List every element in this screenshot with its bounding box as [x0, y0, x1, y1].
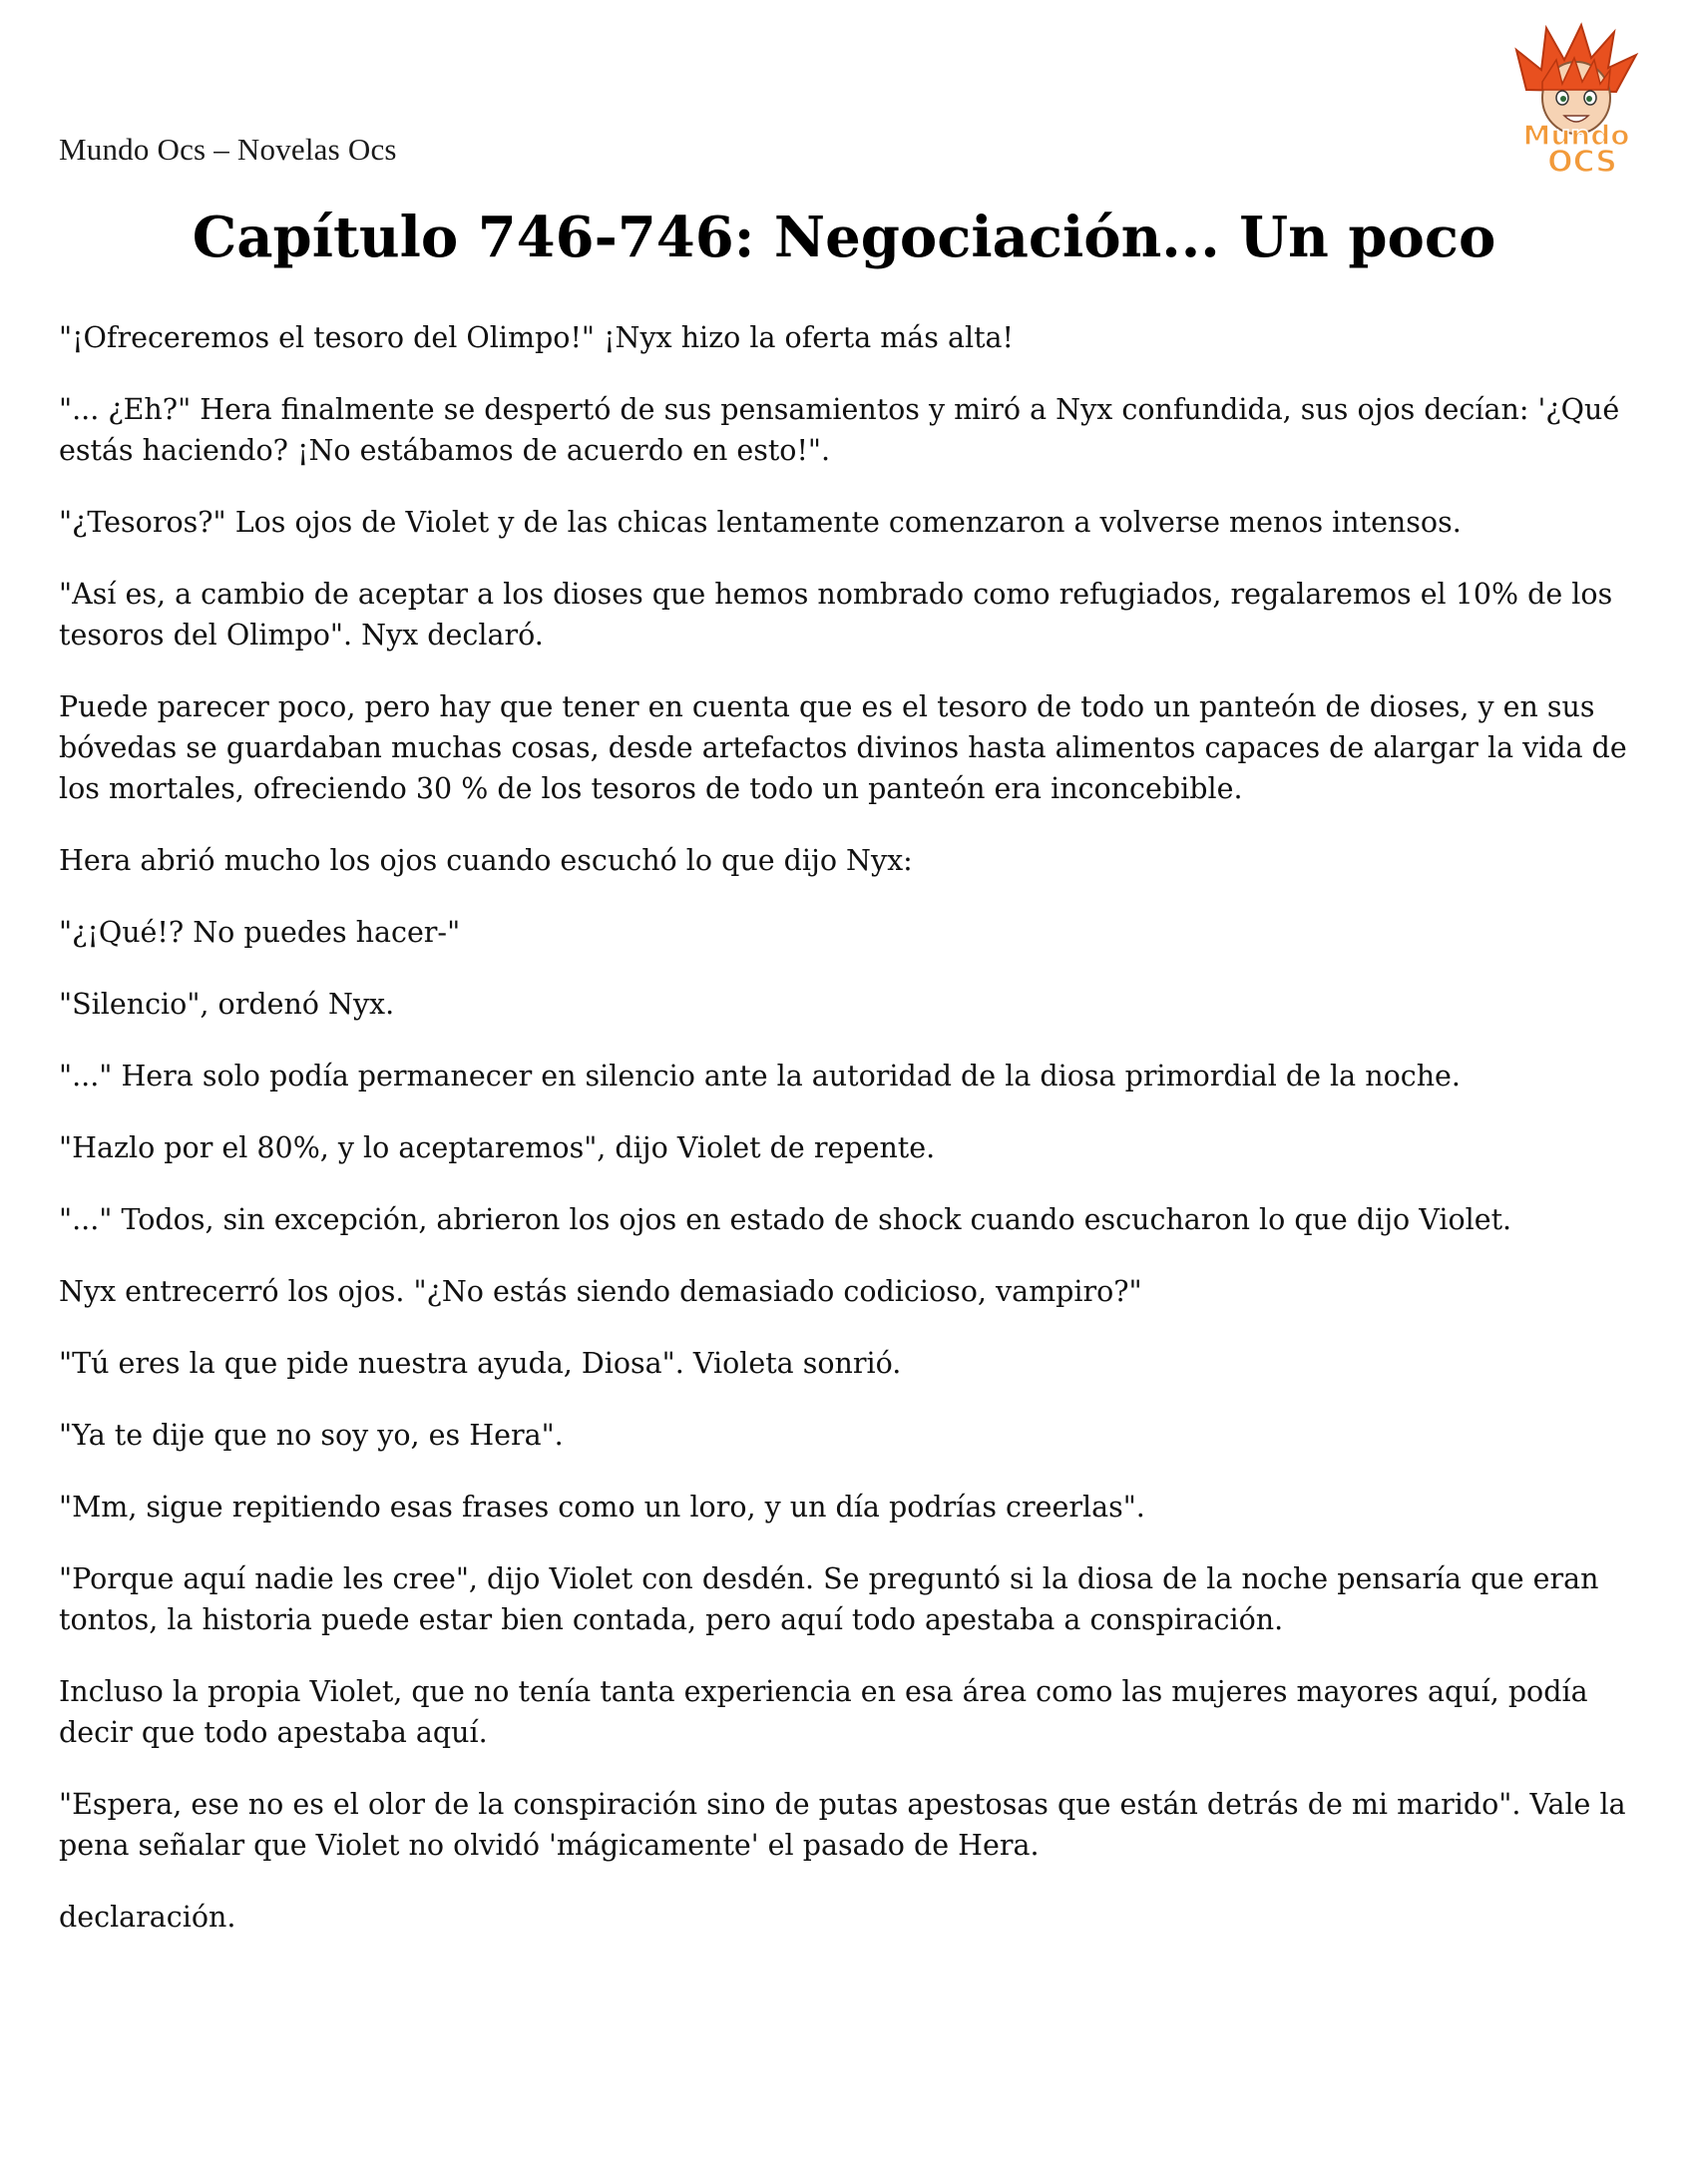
site-logo [1496, 20, 1656, 180]
paragraph: "Porque aquí nadie les cree", dijo Violet con desdén. Se preguntó si la diosa de la noche pensaría que eran tontos, la historia puede estar bien contada, pero aquí todo apestaba a conspiración. [59, 1562, 1599, 1636]
paragraph: "..." Hera solo podía permanecer en silencio ante la autoridad de la diosa primordial de la noche. [59, 1060, 1461, 1092]
paragraph: "Ya te dije que no soy yo, es Hera". [59, 1419, 564, 1452]
paragraph: "Silencio", ordenó Nyx. [59, 988, 395, 1021]
chapter-body [59, 317, 1645, 1968]
paragraph: "..." Todos, sin excepción, abrieron los ojos en estado de shock cuando escucharon lo que dijo Violet. [59, 1203, 1512, 1236]
logo-mascot-icon [1496, 20, 1656, 180]
paragraph: "¿¡Qué!? No puedes hacer-" [59, 916, 461, 949]
paragraph: "¡Ofreceremos el tesoro del Olimpo!" ¡Nyx hizo la oferta más alta! [59, 321, 1014, 354]
paragraph: "Espera, ese no es el olor de la conspiración sino de putas apestosas que están detrás de mi marido". Vale la pena señalar que Violet no olvidó 'mágicamente' el pasado de Hera. [59, 1788, 1626, 1862]
paragraph: Hera abrió mucho los ojos cuando escuchó lo que dijo Nyx: [59, 844, 913, 877]
paragraph: Nyx entrecerró los ojos. "¿No estás siendo demasiado codicioso, vampiro?" [59, 1275, 1142, 1308]
logo-text-line2: OCS [1547, 145, 1617, 180]
paragraph: Incluso la propia Violet, que no tenía tanta experiencia en esa área como las mujeres mayores aquí, podía decir que todo apestaba aquí. [59, 1675, 1588, 1749]
paragraph: "Así es, a cambio de aceptar a los dioses que hemos nombrado como refugiados, regalaremos el 10% de los tesoros del Olimpo". Nyx declaró. [59, 578, 1613, 652]
paragraph: "Tú eres la que pide nuestra ayuda, Diosa". Violeta sonrió. [59, 1347, 902, 1380]
paragraph: "¿Tesoros?" Los ojos de Violet y de las chicas lentamente comenzaron a volverse menos intensos. [59, 506, 1462, 539]
paragraph: declaración. [59, 1901, 236, 1934]
chapter-title: Capítulo 746-746: Negociación... Un poco [192, 205, 1496, 270]
paragraph: Puede parecer poco, pero hay que tener en cuenta que es el tesoro de todo un panteón de dioses, y en sus bóvedas se guardaban muchas cosas, desde artefactos divinos hasta alimentos capaces de alargar la vida de los mortales, ofreciendo 30 % de los tesoros de todo un panteón era inconcebible. [59, 690, 1627, 805]
paragraph: "... ¿Eh?" Hera finalmente se despertó de sus pensamientos y miró a Nyx confundida, sus ojos decían: '¿Qué estás haciendo? ¡No estábamos de acuerdo en esto!". [59, 393, 1620, 467]
paragraph: "Mm, sigue repitiendo esas frases como un loro, y un día podrías creerlas". [59, 1491, 1145, 1524]
site-header: Mundo Ocs – Novelas Ocs [59, 132, 397, 167]
paragraph: "Hazlo por el 80%, y lo aceptaremos", dijo Violet de repente. [59, 1131, 936, 1164]
logo-text-line1: Mundo [1522, 119, 1630, 152]
